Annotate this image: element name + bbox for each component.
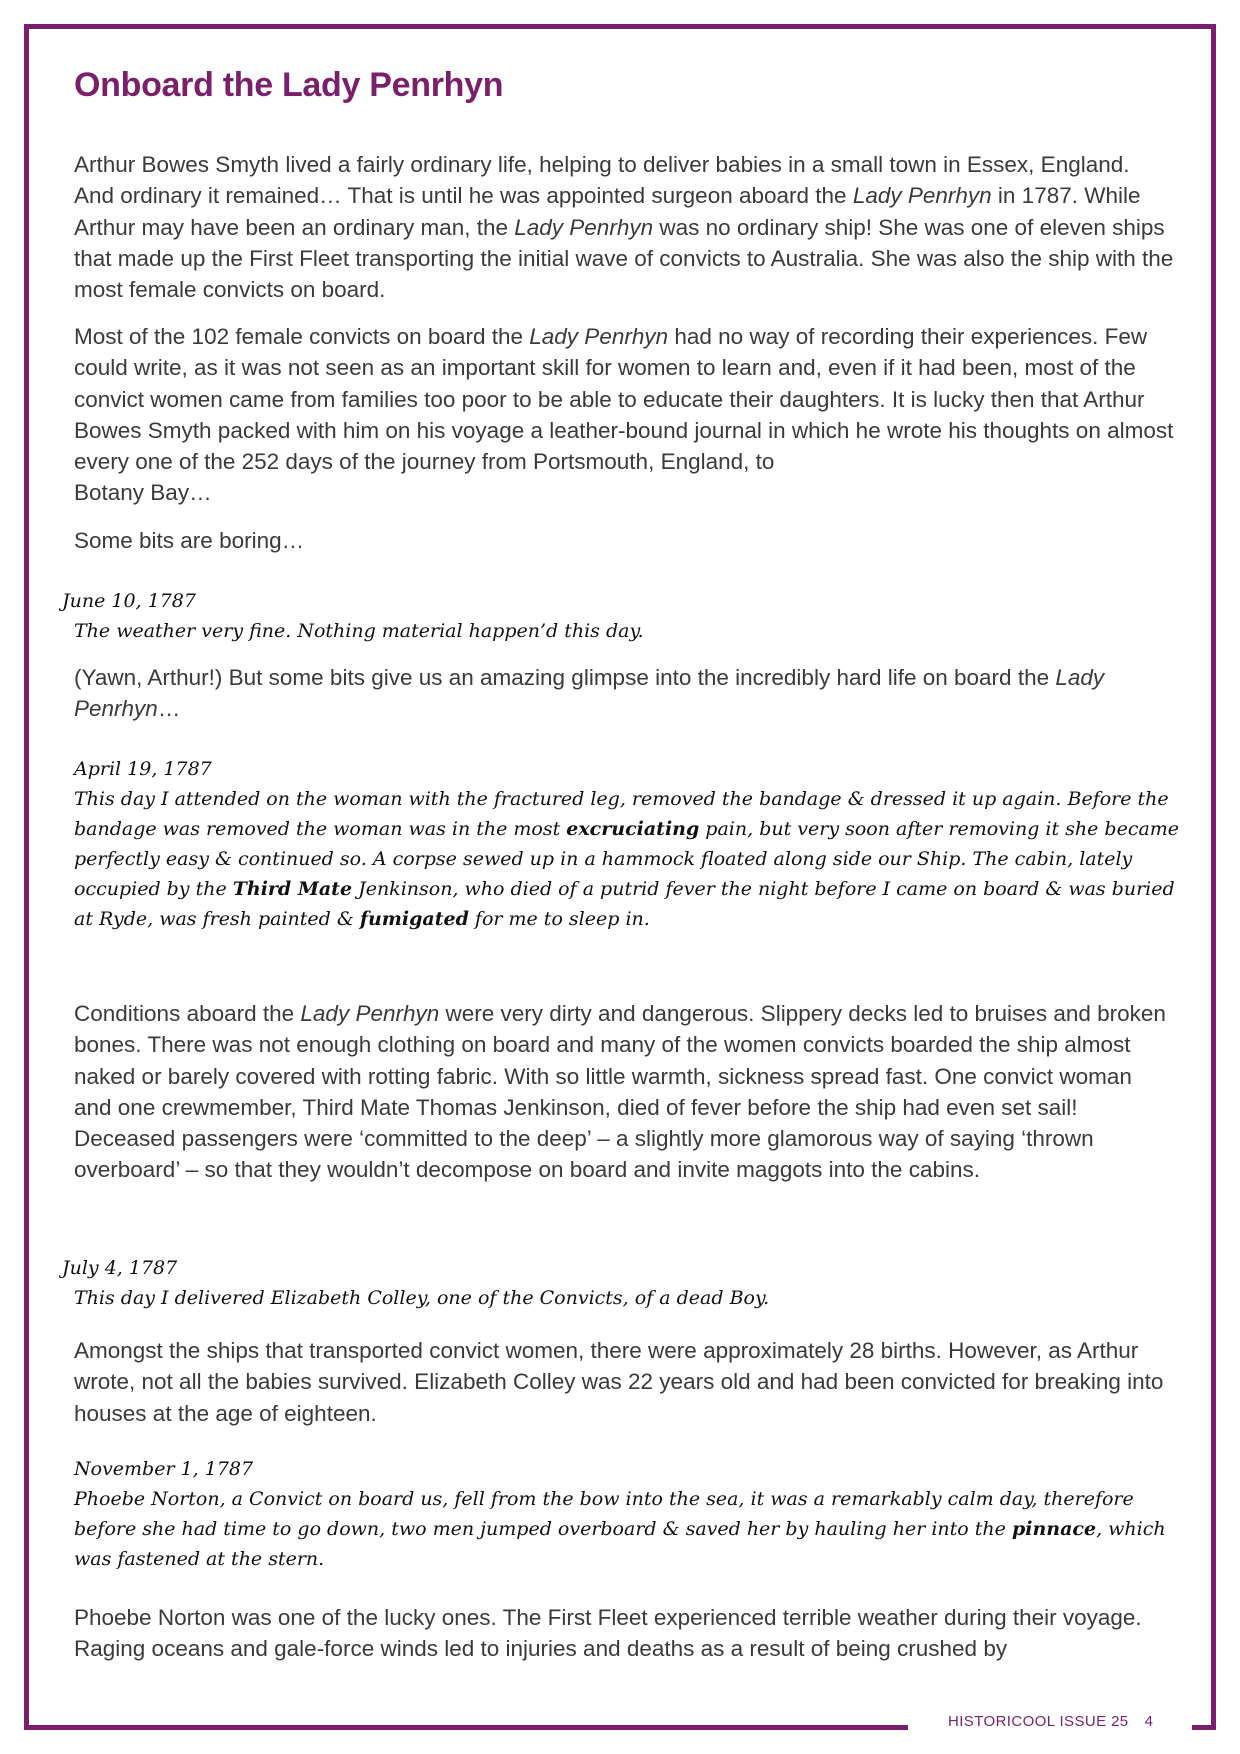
journal-emphasis: fumigated	[359, 908, 469, 930]
paragraph-conditions: Conditions aboard the Lady Penrhyn were very dirty and dangerous. Slippery decks led to bruises and broken bones. There was not enough clothing on board and many of the women convicts boarded the ship almost naked or barely covered with rotting fabric. With so little warmth, sickness spread fast. One convict woman and one crewmember, Third Mate Thomas Jenkinson, died of fever before the ship had even set sail! Deceased passengers were ‘committed to the deep’ – a slightly more glamorous way of saying ‘thrown overboard’ – so that they wouldn’t decompose on board and invite maggots into the cabins.	[74, 1001, 1166, 1183]
paragraph-births: Amongst the ships that transported convict women, there were approximately 28 births. However, as Arthur wrote, not all the babies survived. Elizabeth Colley was 22 years old and had been convicted for breaking into houses at the age of eighteen.	[74, 1338, 1164, 1426]
journal-entry-april-19: April 19, 1787 This day I attended on the woman with the fractured leg, removed the bandage & dressed it up again. Before the bandage was removed the woman was in the most excruciating pain, but very soon after removing it she became perfectly easy & continued so. A corpse sewed up in a hammock floated along side our Ship. The cabin, lately occupied by the Third Mate Jenkinson, who died of a putrid fever the night before I came on board & was buried at Ryde, was fresh painted & fumigated for me to sleep in.	[74, 754, 1194, 934]
journal-date: June 10, 1787	[62, 590, 196, 612]
paragraph-phoebe: Phoebe Norton was one of the lucky ones. The First Fleet experienced terrible weather during their voyage. Raging oceans and gale-force winds led to injuries and deaths as a result of being crushed by	[74, 1605, 1142, 1662]
page-frame-bottom-left	[24, 1725, 908, 1730]
journal-date: July 4, 1787	[62, 1257, 178, 1279]
paragraph-journal-intro: Most of the 102 female convicts on board the Lady Penrhyn had no way of recording their experiences. Few could write, as it was not seen as an important skill for women to learn and, even if it had been, most of the convict women came from families too poor to be able to educate their daughters. It is lucky then that Arthur Bowes Smyth packed with him on his voyage a leather-bound journal in which he wrote his thoughts on almost every one of the 252 days of the journey from Portsmouth, England, to Botany Bay…	[74, 324, 1174, 506]
paragraph-boring: Some bits are boring…	[74, 528, 305, 553]
page-frame-bottom-right	[1192, 1725, 1216, 1730]
journal-entry-november-1: November 1, 1787 Phoebe Norton, a Convict on board us, fell from the bow into the sea, it was a remarkably calm day, therefore before she had time to go down, two men jumped overboard & saved her by hauling her into the pinnace, which was fastened at the stern.	[74, 1454, 1194, 1574]
journal-text: The weather very fine. Nothing material happen’d this day.	[74, 620, 644, 642]
journal-date: April 19, 1787	[74, 758, 212, 780]
journal-emphasis: excruciating	[566, 818, 700, 840]
journal-entry-june-10	[62, 586, 1182, 646]
page-frame-right	[1211, 24, 1216, 1730]
paragraph-intro: Arthur Bowes Smyth lived a fairly ordinary life, helping to deliver babies in a small town in Essex, England. And ordinary it remained… That is until he was appointed surgeon aboard the Lady Penrhyn in 1787. While Arthur may have been an ordinary man, the Lady Penrhyn was no ordinary ship! She was one of eleven ships that made up the First Fleet transporting the initial wave of convicts to Australia. She was also the ship with the most female convicts on board.	[74, 152, 1174, 303]
journal-text: This day I delivered Elizabeth Colley, one of the Convicts, of a dead Boy.	[74, 1287, 770, 1309]
page-title: Onboard the Lady Penrhyn	[74, 66, 504, 104]
page-frame-top	[24, 24, 1216, 29]
journal-date: November 1, 1787	[74, 1458, 254, 1480]
journal-entry-july-4	[62, 1253, 1182, 1313]
journal-emphasis: Third Mate	[232, 878, 353, 900]
paragraph-yawn: (Yawn, Arthur!) But some bits give us an amazing glimpse into the incredibly hard life on board the Lady Penrhyn…	[74, 665, 1105, 722]
page-footer	[948, 1713, 1153, 1730]
page-number: 4	[1144, 1713, 1154, 1730]
journal-emphasis: pinnace	[1011, 1518, 1097, 1540]
page-frame-left	[24, 24, 29, 1730]
publication-name: HISTORICOOL ISSUE 25	[948, 1713, 1129, 1730]
